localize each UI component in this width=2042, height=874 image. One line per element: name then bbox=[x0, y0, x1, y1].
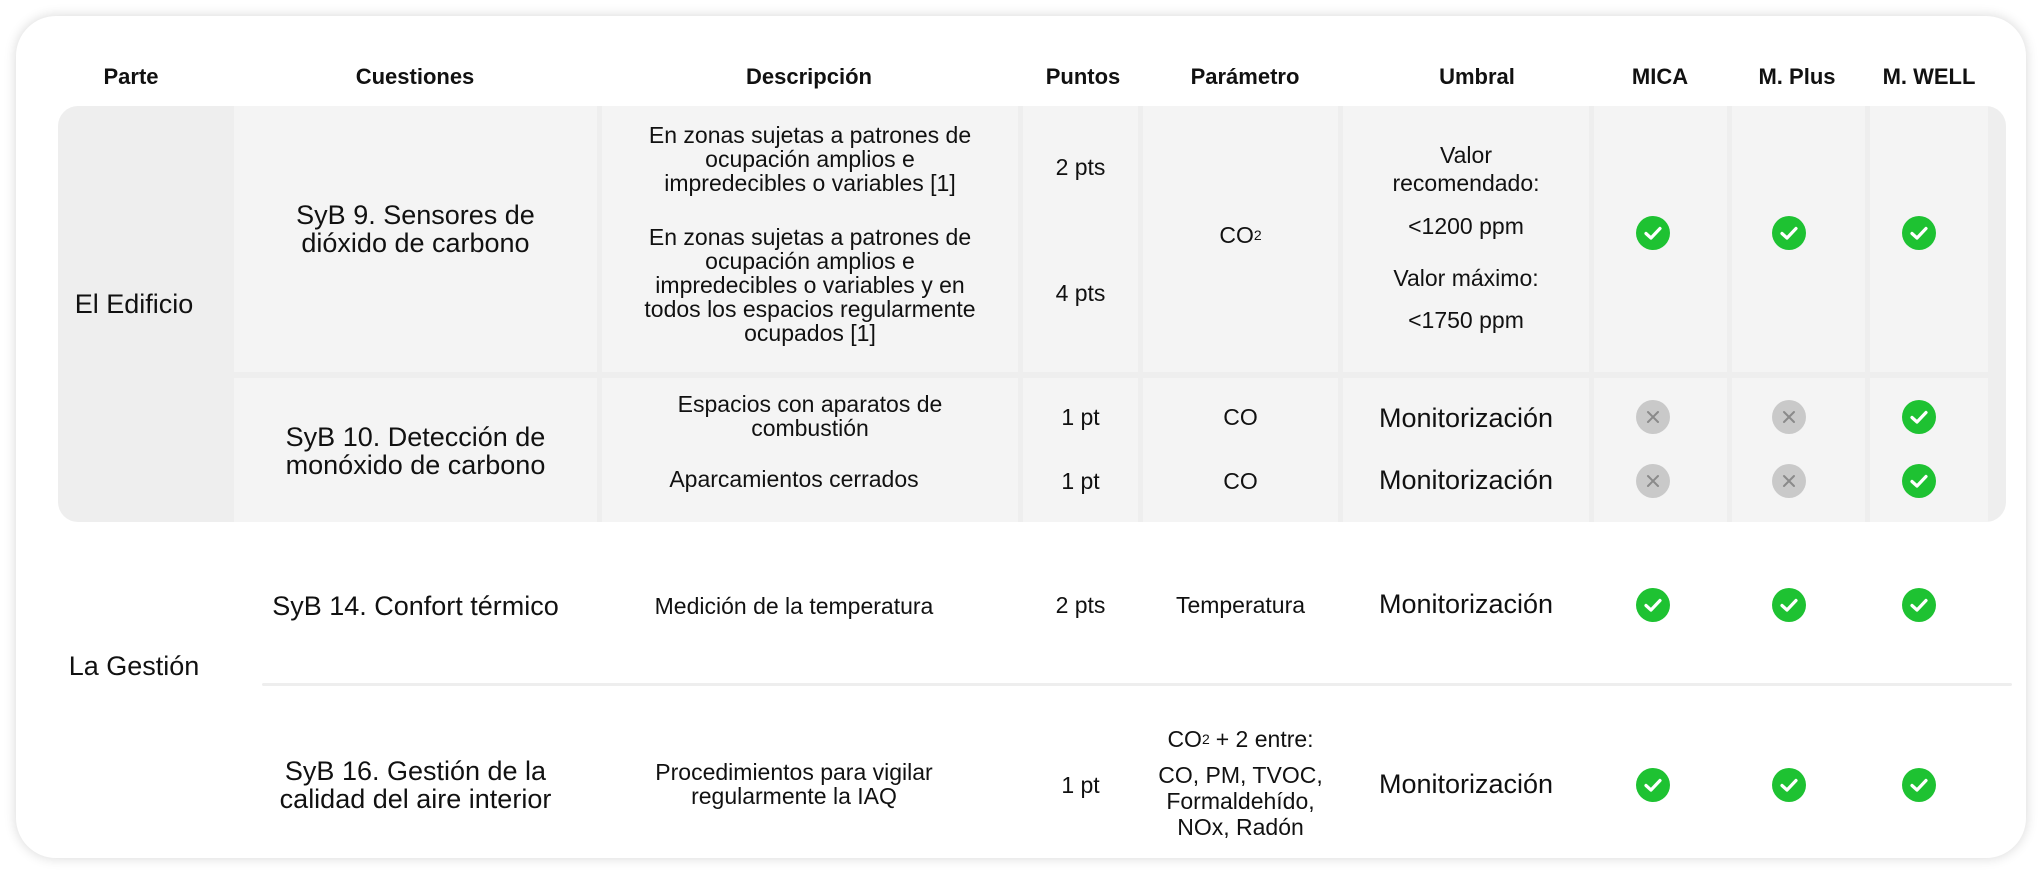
syb16-cuestion bbox=[234, 750, 597, 820]
syb14-desc: Medición de la temperatura bbox=[654, 593, 934, 620]
syb16-param-sub: 2 bbox=[1201, 730, 1210, 747]
syb9-desc1-line: En zonas sujetas a patrones de bbox=[648, 122, 972, 149]
header-puntos: Puntos bbox=[1045, 64, 1121, 89]
syb16-desc-line2: regularmente la IAQ bbox=[691, 783, 897, 809]
cell-syb9-pts bbox=[1023, 106, 1138, 372]
syb10-desc1-line: Espacios con aparatos de bbox=[677, 391, 943, 418]
syb9-cuestion-line2: dióxido de carbono bbox=[301, 228, 530, 258]
syb10-cuestion-line2: monóxido de carbono bbox=[285, 450, 546, 480]
syb9-pts2: 4 pts bbox=[1055, 279, 1106, 306]
syb10-param1: CO bbox=[1223, 403, 1258, 430]
check-circle-icon bbox=[1636, 768, 1670, 802]
check-circle-icon bbox=[1902, 400, 1936, 434]
syb16-param-head bbox=[1143, 722, 1338, 756]
syb10-param2: CO bbox=[1223, 467, 1258, 494]
syb9-param bbox=[1143, 218, 1338, 252]
syb10-umbral2: Monitorización bbox=[1378, 464, 1554, 495]
check-circle-icon bbox=[1772, 216, 1806, 250]
syb9-desc2-line: todos los espacios regularmente bbox=[644, 295, 976, 322]
header-mplus: M. Plus bbox=[1758, 64, 1836, 89]
syb9-umbral-rec bbox=[1343, 142, 1589, 198]
syb9-desc1-line: ocupación amplios e bbox=[705, 146, 915, 173]
syb9-desc2-line: impredecibles o variables y en bbox=[655, 272, 965, 299]
syb9-desc1 bbox=[602, 116, 1018, 204]
comparison-table-card bbox=[16, 16, 2026, 858]
syb16-cuestion-line2: calidad del aire interior bbox=[279, 784, 552, 814]
check-circle-icon bbox=[1772, 768, 1806, 802]
header-parte: Parte bbox=[103, 64, 159, 89]
cross-circle-icon bbox=[1636, 400, 1670, 434]
syb14-cuestion: SyB 14. Confort térmico bbox=[272, 590, 559, 621]
row-divider bbox=[262, 683, 2012, 686]
syb16-param-list-line: NOx, Radón bbox=[1177, 813, 1304, 840]
syb9-desc2-line: ocupados [1] bbox=[744, 319, 876, 346]
header-mwell: M. WELL bbox=[1882, 64, 1976, 89]
syb16-param-list-line: Formaldehído, bbox=[1166, 788, 1315, 815]
syb10-cuestion-line1: SyB 10. Detección de bbox=[285, 421, 546, 452]
check-circle-icon bbox=[1772, 588, 1806, 622]
syb16-param-co2: CO bbox=[1167, 725, 1202, 752]
syb16-umbral: Monitorización bbox=[1378, 768, 1554, 799]
syb9-param-co: CO bbox=[1219, 221, 1254, 248]
syb9-umbral-rec-line2: recomendado: bbox=[1392, 170, 1540, 196]
check-circle-icon bbox=[1636, 588, 1670, 622]
syb9-umbral-rec-value: <1200 ppm bbox=[1408, 212, 1524, 239]
header-parametro: Parámetro bbox=[1190, 64, 1300, 89]
syb9-umbral-max-label: Valor máximo: bbox=[1393, 264, 1539, 291]
cross-circle-icon bbox=[1772, 464, 1806, 498]
syb16-param-list-line: CO, PM, TVOC, bbox=[1158, 762, 1323, 789]
check-circle-icon bbox=[1902, 464, 1936, 498]
syb9-pts1: 2 pts bbox=[1055, 153, 1106, 180]
header-cuestiones: Cuestiones bbox=[355, 64, 475, 89]
syb10-pts2: 1 pt bbox=[1061, 467, 1100, 494]
header-umbral: Umbral bbox=[1439, 64, 1515, 89]
check-circle-icon bbox=[1902, 768, 1936, 802]
syb10-desc1-line: combustión bbox=[751, 415, 869, 441]
cell-syb10-mplus bbox=[1732, 378, 1865, 522]
cross-circle-icon bbox=[1772, 400, 1806, 434]
syb16-param-list bbox=[1143, 760, 1338, 844]
syb14-pts: 2 pts bbox=[1055, 591, 1106, 618]
cell-syb10-mwell bbox=[1870, 378, 1988, 522]
check-circle-icon bbox=[1902, 588, 1936, 622]
syb16-desc bbox=[586, 756, 1002, 814]
syb9-desc2 bbox=[602, 218, 1018, 354]
syb9-desc2-line: ocupación amplios e bbox=[705, 248, 915, 275]
syb9-desc2-line: En zonas sujetas a patrones de bbox=[648, 224, 972, 251]
syb16-cuestion-line1: SyB 16. Gestión de la bbox=[284, 755, 547, 786]
syb14-param: Temperatura bbox=[1175, 591, 1306, 618]
syb16-param-rest: + 2 entre: bbox=[1215, 725, 1314, 752]
syb16-pts: 1 pt bbox=[1061, 771, 1100, 798]
syb10-pts1: 1 pt bbox=[1061, 403, 1100, 430]
header-mica: MICA bbox=[1631, 64, 1689, 89]
syb10-umbral1: Monitorización bbox=[1378, 402, 1554, 433]
cell-syb10-mica bbox=[1594, 378, 1727, 522]
syb9-umbral-rec-line1: Valor bbox=[1440, 142, 1492, 169]
syb9-desc1-line: impredecibles o variables [1] bbox=[664, 169, 956, 196]
header-descripcion: Descripción bbox=[746, 64, 872, 89]
parte-gestion: La Gestión bbox=[68, 650, 200, 681]
syb9-cuestion bbox=[234, 194, 597, 264]
syb16-desc-line1: Procedimientos para vigilar bbox=[655, 759, 933, 786]
parte-edificio: El Edificio bbox=[74, 288, 194, 319]
syb9-param-sub: 2 bbox=[1253, 226, 1262, 243]
cross-circle-icon bbox=[1636, 464, 1670, 498]
check-circle-icon bbox=[1902, 216, 1936, 250]
syb9-umbral-max-value: <1750 ppm bbox=[1408, 306, 1524, 333]
check-circle-icon bbox=[1636, 216, 1670, 250]
syb10-cuestion bbox=[234, 416, 597, 486]
syb14-umbral: Monitorización bbox=[1378, 588, 1554, 619]
syb10-desc2: Aparcamientos cerrados bbox=[669, 466, 919, 493]
syb10-desc1 bbox=[602, 388, 1018, 446]
syb9-cuestion-line1: SyB 9. Sensores de bbox=[296, 199, 535, 230]
